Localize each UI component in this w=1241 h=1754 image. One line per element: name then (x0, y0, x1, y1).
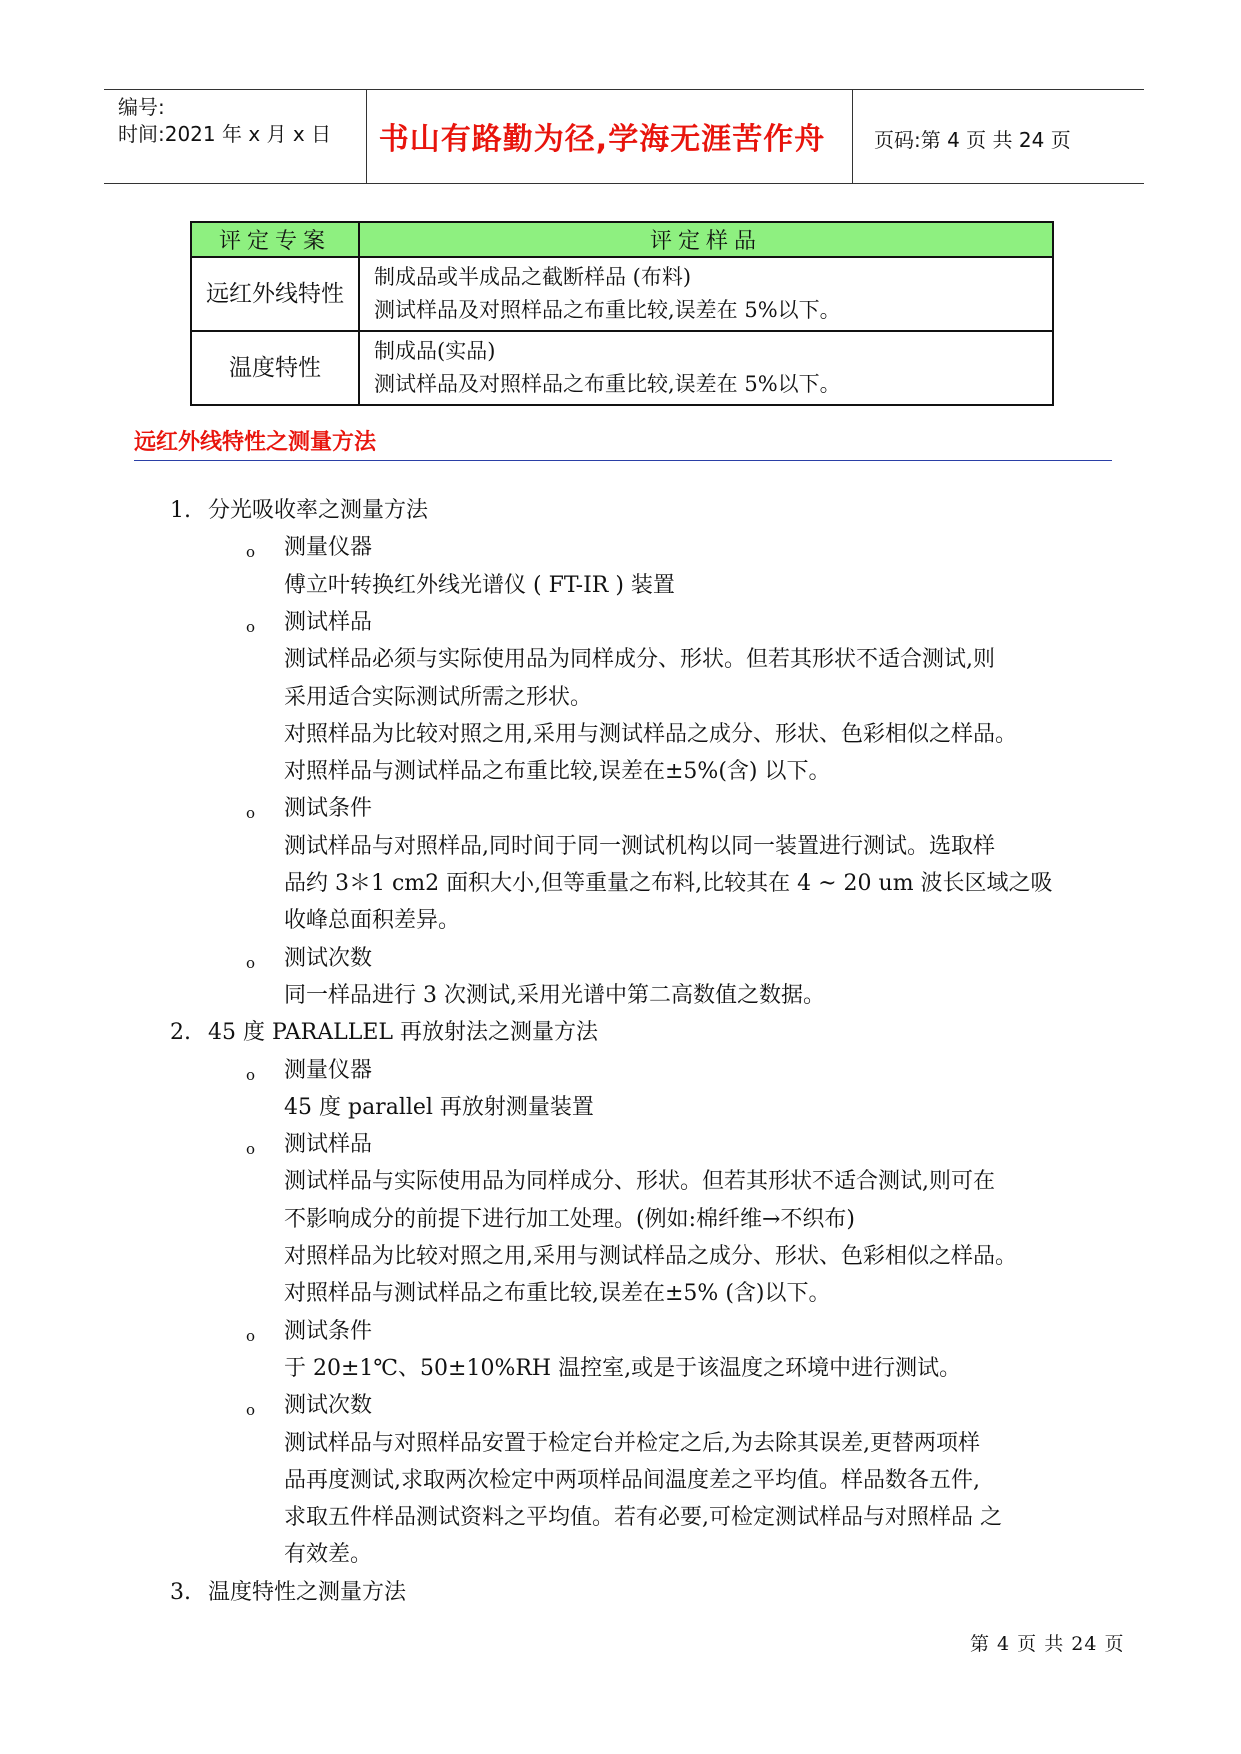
paragraph-line: 对照样品为比较对照之用,采用与测试样品之成分、形状、色彩相似之样品。 (284, 722, 1017, 747)
bullet-icon: o (246, 543, 256, 561)
bullet-icon: o (246, 804, 256, 822)
paragraph-line: 不影响成分的前提下进行加工处理。(例如:棉纤维→不织布) (284, 1207, 856, 1232)
list-number: 2. (170, 1020, 191, 1045)
paragraph-line: 45 度 parallel 再放射测量装置 (284, 1095, 594, 1120)
table-cell-sample (359, 257, 1053, 331)
paragraph-line: 同一样品进行 3 次测试,采用光谱中第二高数值之数据。 (284, 983, 825, 1008)
bullet-icon: o (246, 1066, 256, 1084)
table-row (191, 257, 1053, 331)
bullet-label: 测试条件 (284, 796, 373, 821)
bullet-icon: o (246, 618, 256, 636)
paragraph-line: 采用适合实际测试所需之形状。 (284, 685, 593, 710)
bullet-icon: o (246, 1140, 256, 1158)
paragraph-line: 测试样品必须与实际使用品为同样成分、形状。但若其形状不适合测试,则 (284, 647, 995, 672)
list-number: 1. (170, 498, 191, 523)
table-cell-item: 温度特性 (191, 331, 359, 405)
paragraph-line: 测试样品与对照样品,同时间于同一测试机构以同一装置进行测试。选取样 (284, 834, 995, 859)
bullet-label: 测试样品 (284, 1132, 373, 1157)
bullet-icon: o (246, 1401, 256, 1419)
table-cell-line: 测试样品及对照样品之布重比较,误差在 5%以下。 (374, 298, 841, 322)
table-cell-sample (359, 331, 1053, 405)
header-page-info: 页码:第 4 页 共 24 页 (874, 128, 1071, 152)
time-line: 时间:2021 年 x 月 x 日 (118, 122, 332, 146)
bullet-label: 测试次数 (284, 946, 373, 971)
table-header-item: 评定专案 (191, 222, 359, 257)
paragraph-line: 对照样品与测试样品之布重比较,误差在±5% (含)以下。 (284, 1281, 831, 1306)
table-header-row (191, 222, 1053, 257)
list-number: 3. (170, 1580, 191, 1605)
paragraph-line: 对照样品与测试样品之布重比较,误差在±5%(含) 以下。 (284, 759, 831, 784)
bullet-label: 测试次数 (284, 1393, 373, 1418)
paragraph-line: 测试样品与实际使用品为同样成分、形状。但若其形状不适合测试,则可在 (284, 1169, 995, 1194)
paragraph-line: 于 20±1℃、50±10%RH 温控室,或是于该温度之环境中进行测试。 (284, 1356, 962, 1381)
table-row (191, 331, 1053, 405)
header-motto: 书山有路勤为径,学海无涯苦作舟 (378, 122, 826, 157)
table-cell-item: 远红外线特性 (191, 257, 359, 331)
bullet-label: 测试样品 (284, 610, 373, 635)
table-cell-line: 制成品或半成品之截断样品 (布料) (374, 265, 692, 289)
paragraph-line: 对照样品为比较对照之用,采用与测试样品之成分、形状、色彩相似之样品。 (284, 1244, 1017, 1269)
table-header-sample: 评定样品 (359, 222, 1053, 257)
header-divider (852, 90, 853, 183)
doc-number-label: 编号: (118, 95, 165, 119)
paragraph-line: 品约 3＊1 cm2 面积大小,但等重量之布料,比较其在 4 ~ 20 um 波长区域之吸 (284, 871, 1053, 896)
paragraph-line: 傅立叶转换红外线光谱仪 ( FT-IR ) 装置 (284, 573, 675, 598)
page-footer: 第 4 页 共 24 页 (970, 1633, 1125, 1655)
bullet-label: 测试条件 (284, 1319, 373, 1344)
list-heading: 45 度 PARALLEL 再放射法之测量方法 (208, 1020, 598, 1045)
page-header (104, 89, 1144, 184)
paragraph-line: 收峰总面积差异。 (284, 908, 461, 933)
header-meta (118, 94, 331, 148)
section-underline (134, 460, 1112, 461)
list-heading: 温度特性之测量方法 (208, 1580, 407, 1605)
paragraph-line: 有效差。 (284, 1542, 373, 1567)
section-title: 远红外线特性之测量方法 (134, 430, 377, 455)
table-cell-line: 测试样品及对照样品之布重比较,误差在 5%以下。 (374, 372, 841, 396)
bullet-label: 测量仪器 (284, 535, 373, 560)
bullet-icon: o (246, 1327, 256, 1345)
bullet-label: 测量仪器 (284, 1058, 373, 1083)
paragraph-line: 测试样品与对照样品安置于检定台并检定之后,为去除其误差,更替两项样 (284, 1431, 980, 1456)
paragraph-line: 品再度测试,求取两次检定中两项样品间温度差之平均值。样品数各五件, (284, 1468, 980, 1493)
paragraph-line: 求取五件样品测试资料之平均值。若有必要,可检定测试样品与对照样品 之 (284, 1505, 1002, 1530)
bullet-icon: o (246, 954, 256, 972)
evaluation-table (190, 221, 1054, 406)
table-cell-line: 制成品(实品) (374, 339, 496, 363)
list-heading: 分光吸收率之测量方法 (208, 498, 429, 523)
